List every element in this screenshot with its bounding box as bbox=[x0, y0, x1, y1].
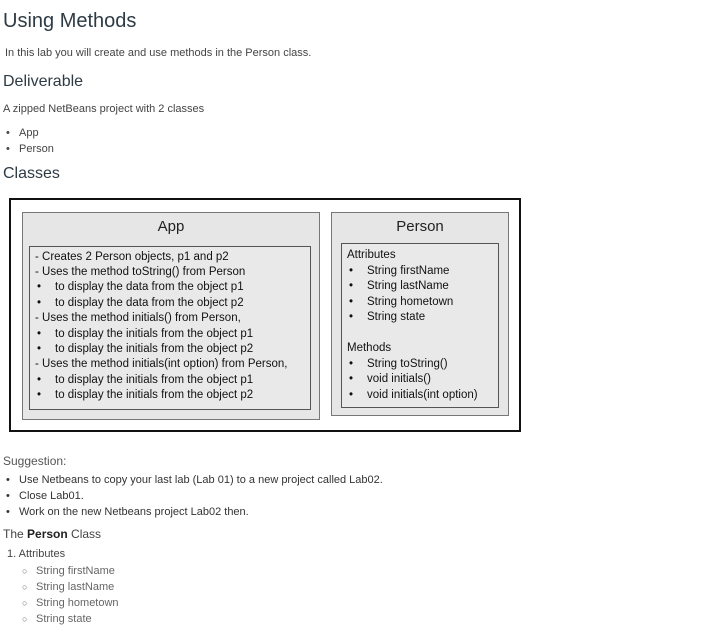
list-item: • App bbox=[5, 125, 54, 141]
app-class-box bbox=[22, 212, 320, 420]
list-item: ○ String lastName bbox=[22, 579, 119, 595]
methods-label: Methods bbox=[347, 342, 392, 354]
app-class-responsibilities: - Creates 2 Person objects, p1 and p2 - Uses the method toString() from Person • to display the data from the object p1 • to display the data from the object p2 - Uses the method initials() from Person, • to display the initials from the object p1 • to display the initials from the object p2 - Uses the method initials(int option) from Person, • to display the initials from the object p1 • to display the initials from the object p2 bbox=[29, 246, 311, 410]
list-item: ○ String hometown bbox=[22, 595, 119, 611]
app-line: - Uses the method initials() from Person, bbox=[35, 312, 241, 324]
deliverable-list bbox=[5, 125, 54, 157]
list-item: • Person bbox=[5, 141, 54, 157]
app-line: - Creates 2 Person objects, p1 and p2 bbox=[35, 251, 229, 263]
page-title: Using Methods bbox=[3, 10, 137, 32]
classes-heading: Classes bbox=[3, 165, 60, 182]
numbered-item: 1. Attributes bbox=[7, 548, 66, 560]
app-line: - Uses the method toString() from Person bbox=[35, 266, 246, 278]
suggestion-list bbox=[5, 472, 383, 520]
app-line: - Uses the method initials(int option) from Person, bbox=[35, 358, 288, 370]
deliverable-heading: Deliverable bbox=[3, 73, 84, 90]
list-item: • Use Netbeans to copy your last lab (Lab 01) to a new project called Lab02. bbox=[5, 472, 383, 488]
deliverable-text: A zipped NetBeans project with 2 classes bbox=[3, 103, 205, 115]
class-diagram bbox=[9, 198, 521, 432]
person-class-title: Person bbox=[396, 218, 444, 235]
person-class-box bbox=[331, 212, 509, 416]
attributes-label: Attributes bbox=[347, 249, 396, 261]
attributes-sublist bbox=[22, 563, 119, 627]
list-item: • Work on the new Netbeans project Lab02 then. bbox=[5, 504, 383, 520]
intro-text: In this lab you will create and use methods in the Person class. bbox=[5, 47, 312, 59]
person-class-members: Attributes • String firstName • String lastName • String hometown • String state Methods • String toString() • void initials() • void initials(int option) bbox=[341, 243, 499, 408]
list-item: • Close Lab01. bbox=[5, 488, 383, 504]
app-class-title: App bbox=[157, 218, 185, 235]
list-item: ○ String state bbox=[22, 611, 119, 627]
person-class-heading: The Person Class bbox=[3, 527, 102, 541]
suggestion-label: Suggestion: bbox=[3, 454, 67, 468]
list-item: ○ String firstName bbox=[22, 563, 119, 579]
